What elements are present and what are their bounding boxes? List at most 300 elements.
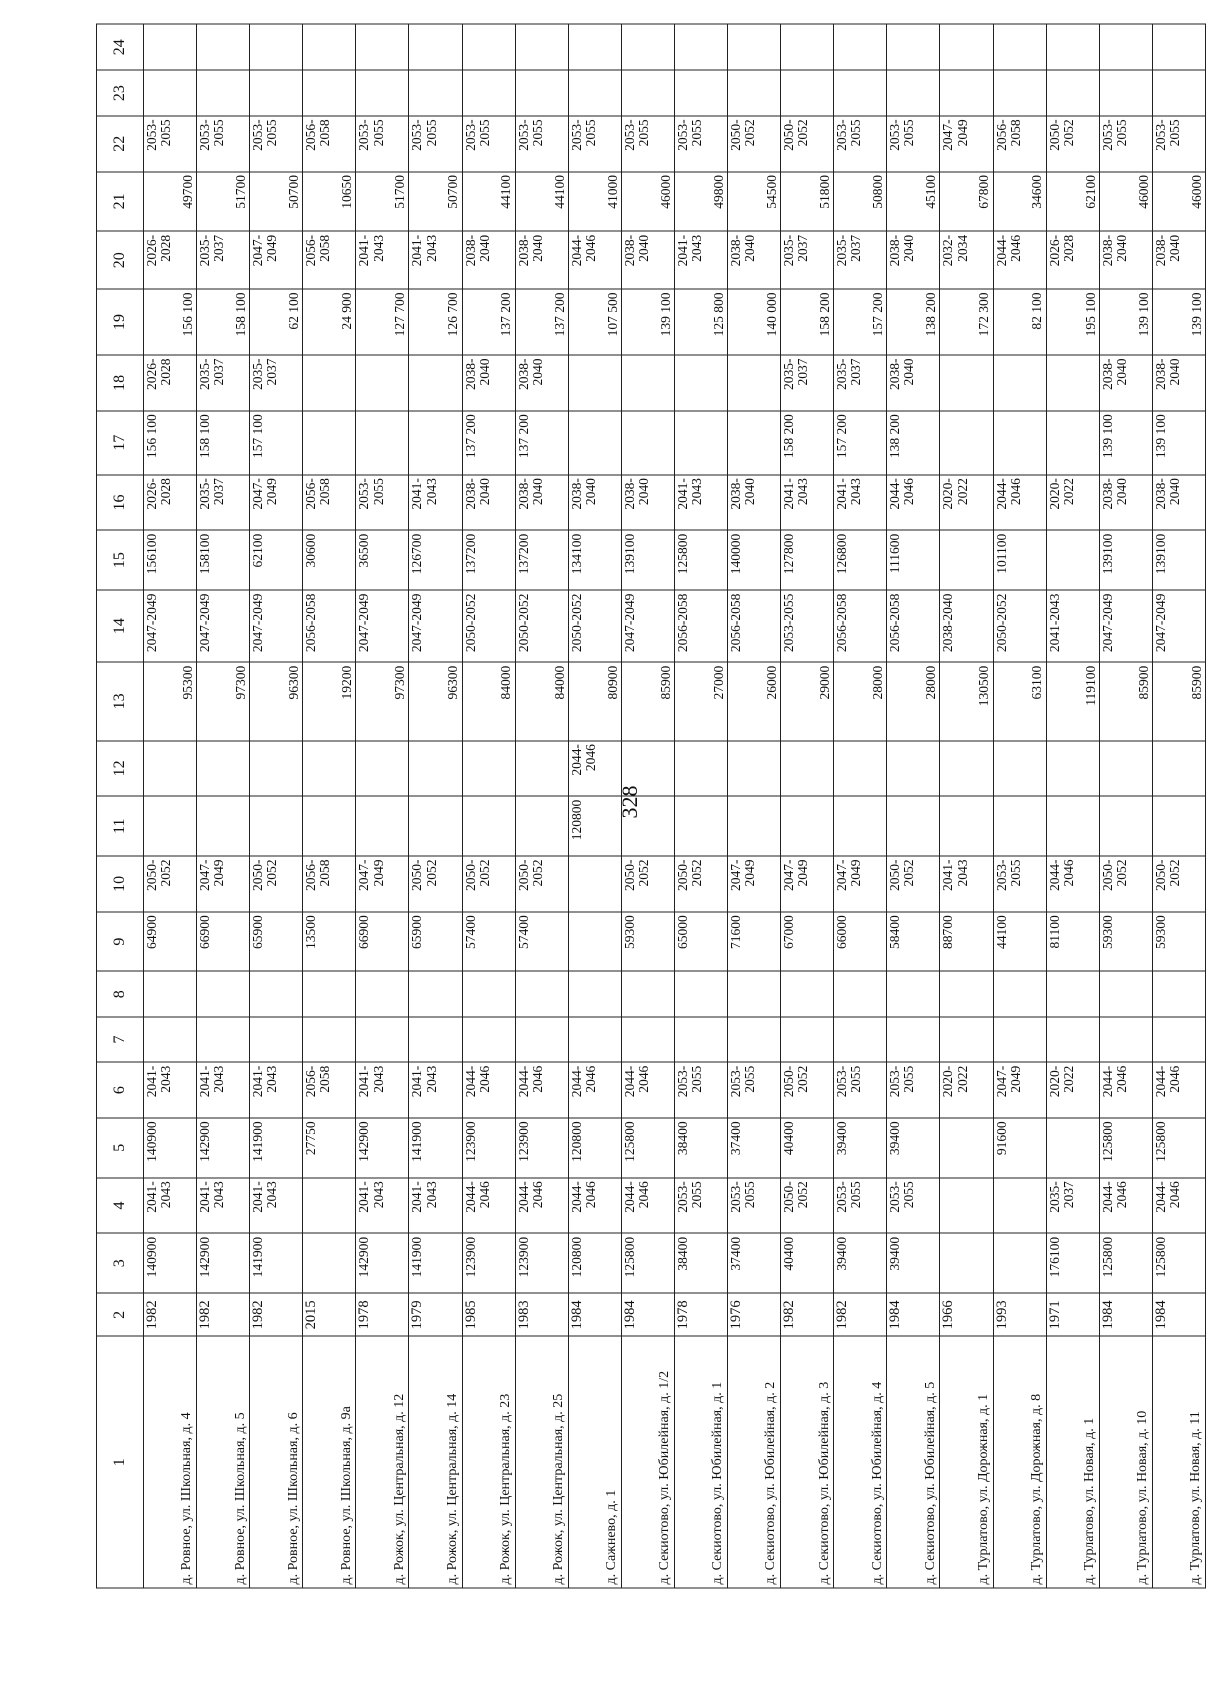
- value-cell: 91600: [993, 1118, 1046, 1178]
- value-cell: [1046, 741, 1099, 797]
- value-cell: 39400: [834, 1118, 887, 1178]
- value-cell: [993, 741, 1046, 797]
- value-cell: [887, 1017, 940, 1062]
- period-cell: 2047-2049: [728, 856, 781, 912]
- period-cell: 2038-2040: [1099, 231, 1152, 289]
- value-cell: 85900: [1099, 662, 1152, 740]
- period-cell: 2038-2040: [462, 355, 515, 411]
- value-cell: [781, 741, 834, 797]
- period-cell: 2053-2055: [728, 1178, 781, 1234]
- period-cell: 2053-2055: [197, 116, 250, 172]
- value-cell: [409, 70, 462, 115]
- table-row: [1099, 24, 1152, 1588]
- address-cell: д. Турлатово, ул. Новая, д. 11: [1152, 1336, 1205, 1588]
- period-cell: 2053-2055: [1099, 116, 1152, 172]
- period-cell: 2044-2046: [515, 1062, 568, 1118]
- period-cell: 2053-2055: [674, 116, 727, 172]
- period-cell: 2050-2052: [515, 590, 568, 662]
- address-cell: д. Рожок, ул. Центральная, д. 12: [356, 1336, 409, 1588]
- value-cell: 123900: [462, 1118, 515, 1178]
- period-cell: 2038-2040: [621, 231, 674, 289]
- column-header-10: 10: [97, 856, 144, 912]
- value-cell: 40400: [781, 1118, 834, 1178]
- value-cell: [303, 24, 356, 70]
- value-cell: [144, 741, 197, 797]
- table-body: [144, 24, 1206, 1588]
- value-cell: [993, 972, 1046, 1017]
- period-cell: 2020-2022: [940, 475, 993, 531]
- value-cell: 28000: [887, 662, 940, 740]
- period-cell: 2038-2040: [515, 355, 568, 411]
- period-cell: 2050-2052: [674, 856, 727, 912]
- value-cell: [728, 355, 781, 411]
- period-cell: 2035-2037: [781, 231, 834, 289]
- period-cell: 2047-2049: [197, 856, 250, 912]
- value-cell: 85900: [621, 662, 674, 740]
- value-cell: [993, 70, 1046, 115]
- period-cell: 2020-2022: [940, 1062, 993, 1118]
- value-cell: 39400: [887, 1118, 940, 1178]
- year-cell: 1984: [568, 1293, 621, 1336]
- table-row: [940, 24, 993, 1588]
- value-cell: [250, 70, 303, 115]
- value-cell: 57400: [515, 912, 568, 972]
- column-header-11: 11: [97, 796, 144, 856]
- value-cell: 95300: [144, 662, 197, 740]
- period-cell: 2038-2040: [462, 231, 515, 289]
- value-cell: 85900: [1152, 662, 1205, 740]
- table-row: [356, 24, 409, 1588]
- period-cell: 2044-2046: [1099, 1062, 1152, 1118]
- period-cell: 2038-2040: [568, 475, 621, 531]
- table-row: [197, 24, 250, 1588]
- period-cell: 2053-2055: [728, 1062, 781, 1118]
- value-cell: [940, 1233, 993, 1293]
- period-cell: 2035-2037: [834, 355, 887, 411]
- value-cell: 44100: [993, 912, 1046, 972]
- value-cell: 120800: [568, 1233, 621, 1293]
- table-row: [409, 24, 462, 1588]
- value-cell: [1046, 24, 1099, 70]
- period-cell: 2044-2046: [515, 1178, 568, 1234]
- table-row: [515, 24, 568, 1588]
- address-cell: д. Секиотово, ул. Юбилейная, д. 5: [887, 1336, 940, 1588]
- value-cell: [356, 972, 409, 1017]
- value-cell: 65900: [250, 912, 303, 972]
- period-cell: 2056-2058: [993, 116, 1046, 172]
- value-cell: 71600: [728, 912, 781, 972]
- value-cell: [674, 796, 727, 856]
- value-cell: [303, 972, 356, 1017]
- column-header-24: 24: [97, 24, 144, 70]
- period-cell: 2053-2055: [462, 116, 515, 172]
- value-cell: [728, 411, 781, 475]
- year-cell: 1984: [887, 1293, 940, 1336]
- period-cell: 2050-2052: [781, 116, 834, 172]
- repair-schedule-table: [96, 24, 1206, 1589]
- period-cell: 2020-2022: [1046, 475, 1099, 531]
- value-cell: 140900: [144, 1233, 197, 1293]
- value-cell: 65000: [674, 912, 727, 972]
- value-cell: 46000: [621, 172, 674, 232]
- value-cell: [834, 741, 887, 797]
- period-cell: 2026-2028: [144, 355, 197, 411]
- value-cell: 50800: [834, 172, 887, 232]
- value-cell: [940, 355, 993, 411]
- column-header-14: 14: [97, 590, 144, 662]
- value-cell: 54500: [728, 172, 781, 232]
- year-cell: 1983: [515, 1293, 568, 1336]
- value-cell: 101100: [993, 530, 1046, 590]
- value-cell: [1046, 355, 1099, 411]
- value-cell: [993, 1178, 1046, 1234]
- year-cell: 1966: [940, 1293, 993, 1336]
- value-cell: 36500: [356, 530, 409, 590]
- value-cell: [250, 796, 303, 856]
- period-cell: 2044-2046: [1152, 1062, 1205, 1118]
- column-header-6: 6: [97, 1062, 144, 1118]
- value-cell: [1046, 972, 1099, 1017]
- column-header-15: 15: [97, 530, 144, 590]
- value-cell: 139100: [1099, 530, 1152, 590]
- period-cell: 2047-2049: [621, 590, 674, 662]
- value-cell: 59300: [621, 912, 674, 972]
- value-cell: 157 200: [834, 289, 887, 355]
- value-cell: [674, 1017, 727, 1062]
- value-cell: [356, 1017, 409, 1062]
- period-cell: 2041-2043: [409, 231, 462, 289]
- table-row: [781, 24, 834, 1588]
- year-cell: 1993: [993, 1293, 1046, 1336]
- value-cell: [728, 972, 781, 1017]
- address-cell: д. Ровное, ул. Школьная, д. 6: [250, 1336, 303, 1588]
- value-cell: 123900: [515, 1118, 568, 1178]
- value-cell: 38400: [674, 1118, 727, 1178]
- value-cell: 123900: [515, 1233, 568, 1293]
- value-cell: [356, 796, 409, 856]
- value-cell: 96300: [409, 662, 462, 740]
- value-cell: [940, 972, 993, 1017]
- period-cell: 2032-2034: [940, 231, 993, 289]
- value-cell: 156100: [144, 530, 197, 590]
- value-cell: [409, 741, 462, 797]
- value-cell: [462, 1017, 515, 1062]
- period-cell: 2041-2043: [356, 1178, 409, 1234]
- value-cell: [568, 24, 621, 70]
- year-cell: 1984: [1099, 1293, 1152, 1336]
- header-row: [97, 24, 144, 1588]
- value-cell: [197, 741, 250, 797]
- value-cell: 63100: [993, 662, 1046, 740]
- period-cell: 2038-2040: [621, 475, 674, 531]
- period-cell: 2038-2040: [1152, 231, 1205, 289]
- period-cell: 2044-2046: [462, 1178, 515, 1234]
- value-cell: 140 000: [728, 289, 781, 355]
- value-cell: [940, 1178, 993, 1234]
- value-cell: 58400: [887, 912, 940, 972]
- period-cell: 2053-2055: [674, 1178, 727, 1234]
- address-cell: д. Секиотово, ул. Юбилейная, д. 2: [728, 1336, 781, 1588]
- value-cell: 64900: [144, 912, 197, 972]
- period-cell: 2041-2043: [250, 1178, 303, 1234]
- value-cell: 57400: [462, 912, 515, 972]
- period-cell: 2020-2022: [1046, 1062, 1099, 1118]
- period-cell: 2035-2037: [834, 231, 887, 289]
- year-cell: 1984: [621, 1293, 674, 1336]
- address-cell: д. Рожок, ул. Центральная, д. 23: [462, 1336, 515, 1588]
- value-cell: 158 100: [197, 411, 250, 475]
- period-cell: 2053-2055: [250, 116, 303, 172]
- value-cell: [303, 1178, 356, 1234]
- period-cell: 2044-2046: [1152, 1178, 1205, 1234]
- value-cell: [940, 530, 993, 590]
- period-cell: 2053-2055: [887, 1062, 940, 1118]
- value-cell: [621, 70, 674, 115]
- value-cell: 142900: [197, 1233, 250, 1293]
- period-cell: 2035-2037: [250, 355, 303, 411]
- period-cell: 2044-2046: [1099, 1178, 1152, 1234]
- value-cell: 123900: [462, 1233, 515, 1293]
- value-cell: [356, 24, 409, 70]
- value-cell: 125 800: [674, 289, 727, 355]
- period-cell: 2056-2058: [303, 590, 356, 662]
- value-cell: 67000: [781, 912, 834, 972]
- value-cell: [887, 24, 940, 70]
- value-cell: 34600: [993, 172, 1046, 232]
- value-cell: [568, 856, 621, 912]
- period-cell: 2047-2049: [356, 856, 409, 912]
- period-cell: 2056-2058: [728, 590, 781, 662]
- value-cell: 13500: [303, 912, 356, 972]
- value-cell: 158 200: [781, 289, 834, 355]
- value-cell: 126700: [409, 530, 462, 590]
- period-cell: 2056-2058: [887, 590, 940, 662]
- period-cell: 2050-2052: [144, 856, 197, 912]
- value-cell: 139 100: [1152, 289, 1205, 355]
- value-cell: [1152, 741, 1205, 797]
- period-cell: 2050-2052: [1046, 116, 1099, 172]
- value-cell: 97300: [356, 662, 409, 740]
- period-cell: 2038-2040: [1152, 475, 1205, 531]
- value-cell: [887, 972, 940, 1017]
- table-row: [568, 24, 621, 1588]
- value-cell: 120800: [568, 796, 621, 856]
- value-cell: [621, 796, 674, 856]
- period-cell: 2050-2052: [728, 116, 781, 172]
- period-cell: 2041-2043: [781, 475, 834, 531]
- value-cell: [834, 70, 887, 115]
- value-cell: [356, 411, 409, 475]
- value-cell: 137200: [515, 530, 568, 590]
- value-cell: [409, 24, 462, 70]
- value-cell: [993, 796, 1046, 856]
- value-cell: 51700: [356, 172, 409, 232]
- value-cell: 41000: [568, 172, 621, 232]
- value-cell: [197, 24, 250, 70]
- column-header-3: 3: [97, 1233, 144, 1293]
- value-cell: 130500: [940, 662, 993, 740]
- value-cell: [940, 1118, 993, 1178]
- period-cell: 2041-2043: [356, 1062, 409, 1118]
- value-cell: [993, 1017, 1046, 1062]
- period-cell: 2038-2040: [728, 231, 781, 289]
- address-cell: д. Секиотово, ул. Юбилейная, д. 3: [781, 1336, 834, 1588]
- year-cell: 1978: [356, 1293, 409, 1336]
- value-cell: 24 900: [303, 289, 356, 355]
- value-cell: 27750: [303, 1118, 356, 1178]
- value-cell: [940, 70, 993, 115]
- column-header-23: 23: [97, 70, 144, 115]
- value-cell: [993, 24, 1046, 70]
- value-cell: 125800: [621, 1118, 674, 1178]
- period-cell: 2044-2046: [462, 1062, 515, 1118]
- column-header-4: 4: [97, 1178, 144, 1234]
- value-cell: 97300: [197, 662, 250, 740]
- period-cell: 2041-2043: [409, 1062, 462, 1118]
- period-cell: 2053-2055: [887, 116, 940, 172]
- period-cell: 2047-2049: [940, 116, 993, 172]
- value-cell: 172 300: [940, 289, 993, 355]
- value-cell: [568, 70, 621, 115]
- value-cell: 138 200: [887, 411, 940, 475]
- value-cell: [303, 70, 356, 115]
- value-cell: 126 700: [409, 289, 462, 355]
- value-cell: [568, 355, 621, 411]
- table-row: [834, 24, 887, 1588]
- value-cell: 127800: [781, 530, 834, 590]
- value-cell: [409, 411, 462, 475]
- period-cell: 2026-2028: [1046, 231, 1099, 289]
- address-cell: д. Секиотово, ул. Юбилейная, д. 4: [834, 1336, 887, 1588]
- value-cell: 137 200: [515, 411, 568, 475]
- value-cell: [728, 24, 781, 70]
- value-cell: 125800: [1099, 1233, 1152, 1293]
- value-cell: [515, 796, 568, 856]
- table-row: [621, 24, 674, 1588]
- value-cell: [993, 355, 1046, 411]
- period-cell: 2056-2058: [834, 590, 887, 662]
- value-cell: 45100: [887, 172, 940, 232]
- address-cell: д. Турлатово, ул. Дорожная, д. 8: [993, 1336, 1046, 1588]
- year-cell: 1976: [728, 1293, 781, 1336]
- value-cell: [834, 24, 887, 70]
- value-cell: 156 100: [144, 411, 197, 475]
- value-cell: [356, 355, 409, 411]
- value-cell: [250, 972, 303, 1017]
- value-cell: [356, 741, 409, 797]
- year-cell: 1982: [250, 1293, 303, 1336]
- value-cell: [1152, 972, 1205, 1017]
- value-cell: 80900: [568, 662, 621, 740]
- period-cell: 2053-2055: [1152, 116, 1205, 172]
- value-cell: 88700: [940, 912, 993, 972]
- value-cell: [303, 355, 356, 411]
- period-cell: 2035-2037: [1046, 1178, 1099, 1234]
- value-cell: 39400: [887, 1233, 940, 1293]
- value-cell: [993, 411, 1046, 475]
- table-row: [462, 24, 515, 1588]
- value-cell: 84000: [515, 662, 568, 740]
- value-cell: 142900: [356, 1233, 409, 1293]
- value-cell: [144, 1017, 197, 1062]
- value-cell: [1099, 796, 1152, 856]
- period-cell: 2047-2049: [993, 1062, 1046, 1118]
- value-cell: 137 200: [462, 411, 515, 475]
- period-cell: 2047-2049: [1099, 590, 1152, 662]
- value-cell: [568, 912, 621, 972]
- column-header-17: 17: [97, 411, 144, 475]
- period-cell: 2038-2040: [728, 475, 781, 531]
- value-cell: [674, 411, 727, 475]
- value-cell: [356, 70, 409, 115]
- period-cell: 2053-2055: [356, 475, 409, 531]
- value-cell: [515, 972, 568, 1017]
- value-cell: 37400: [728, 1118, 781, 1178]
- page-number-text: 328: [617, 785, 642, 819]
- value-cell: [462, 741, 515, 797]
- period-cell: 2038-2040: [462, 475, 515, 531]
- value-cell: [621, 1017, 674, 1062]
- value-cell: [1046, 1017, 1099, 1062]
- period-cell: 2041-2043: [674, 475, 727, 531]
- period-cell: 2035-2037: [781, 355, 834, 411]
- value-cell: 138 200: [887, 289, 940, 355]
- period-cell: 2041-2043: [356, 231, 409, 289]
- value-cell: 40400: [781, 1233, 834, 1293]
- period-cell: 2053-2055: [834, 1062, 887, 1118]
- value-cell: [1046, 70, 1099, 115]
- value-cell: 120800: [568, 1118, 621, 1178]
- value-cell: 125800: [674, 530, 727, 590]
- column-header-1: 1: [97, 1336, 144, 1588]
- value-cell: [781, 972, 834, 1017]
- value-cell: 30600: [303, 530, 356, 590]
- period-cell: 2044-2046: [621, 1178, 674, 1234]
- value-cell: [1152, 70, 1205, 115]
- address-cell: д. Ровное, ул. Школьная, д. 9а: [303, 1336, 356, 1588]
- value-cell: 38400: [674, 1233, 727, 1293]
- period-cell: 2056-2058: [303, 116, 356, 172]
- period-cell: 2056-2058: [303, 231, 356, 289]
- table-row: [728, 24, 781, 1588]
- value-cell: [887, 741, 940, 797]
- value-cell: [250, 24, 303, 70]
- value-cell: [1046, 796, 1099, 856]
- value-cell: 49800: [674, 172, 727, 232]
- address-cell: д. Турлатово, ул. Новая, д. 10: [1099, 1336, 1152, 1588]
- value-cell: 28000: [834, 662, 887, 740]
- value-cell: [303, 1233, 356, 1293]
- value-cell: [1099, 24, 1152, 70]
- table-row: [303, 24, 356, 1588]
- period-cell: 2044-2046: [568, 741, 621, 797]
- value-cell: [1046, 530, 1099, 590]
- value-cell: [621, 355, 674, 411]
- period-cell: 2044-2046: [568, 231, 621, 289]
- period-cell: 2053-2055: [887, 1178, 940, 1234]
- table-row: [993, 24, 1046, 1588]
- period-cell: 2044-2046: [1046, 856, 1099, 912]
- period-cell: 2047-2049: [250, 590, 303, 662]
- value-cell: 62100: [1046, 172, 1099, 232]
- value-cell: [940, 24, 993, 70]
- value-cell: 139 100: [1099, 411, 1152, 475]
- period-cell: 2053-2055: [834, 116, 887, 172]
- period-cell: 2038-2040: [887, 231, 940, 289]
- column-header-8: 8: [97, 972, 144, 1017]
- value-cell: 125800: [1152, 1233, 1205, 1293]
- period-cell: 2035-2037: [197, 231, 250, 289]
